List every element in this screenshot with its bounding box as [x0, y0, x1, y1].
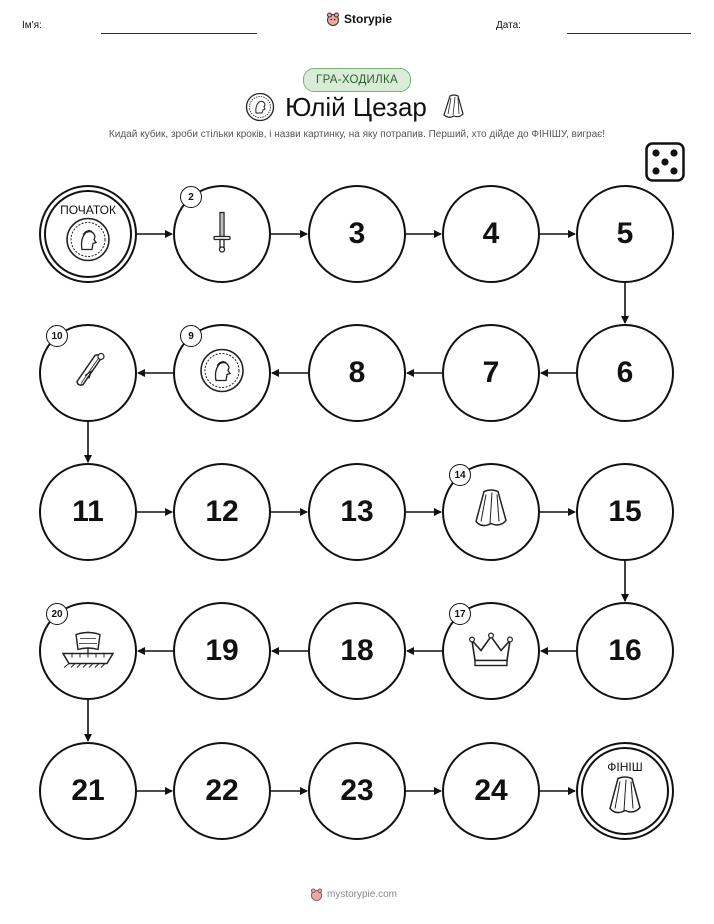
- board-cell: [576, 324, 674, 422]
- footer-logo-icon: [310, 888, 323, 901]
- date-label: Дата:: [496, 20, 521, 31]
- sword-icon: [210, 210, 234, 259]
- board-cell: [173, 324, 271, 422]
- cell-number: 5: [616, 217, 634, 250]
- coin-icon: [65, 216, 111, 267]
- cell-number: 18: [340, 634, 374, 667]
- cell-number: 4: [482, 217, 500, 250]
- cell-number: 22: [205, 774, 239, 807]
- game-type-badge: ГРА-ХОДИЛКА: [303, 68, 411, 92]
- toga-icon: [469, 487, 513, 538]
- board-cell: [308, 463, 406, 561]
- footer-site: mystorypie.com: [327, 889, 398, 900]
- cell-number: 11: [72, 495, 104, 528]
- cell-number: 7: [482, 356, 500, 389]
- cell-number: 13: [340, 495, 374, 528]
- cell-number: 16: [608, 634, 642, 667]
- board-cell: [442, 463, 540, 561]
- board-cell: [442, 602, 540, 700]
- board-cell: [308, 324, 406, 422]
- board-cell: [442, 324, 540, 422]
- cell-number-badge: 14: [449, 464, 471, 486]
- board-cell: [576, 463, 674, 561]
- cell-number: 24: [474, 774, 508, 807]
- board-cell: [308, 602, 406, 700]
- ship-icon: [60, 628, 116, 675]
- board-cell: [39, 324, 137, 422]
- cell-number: 23: [340, 774, 374, 807]
- board-cell: [173, 602, 271, 700]
- cell-number: 21: [71, 774, 105, 807]
- board-cell: [39, 742, 137, 840]
- cell-number: 6: [616, 356, 634, 389]
- board-cell: [442, 742, 540, 840]
- cell-number-badge: 17: [449, 603, 471, 625]
- cell-label: ФІНІШ: [607, 760, 643, 774]
- cell-number: 15: [608, 495, 642, 528]
- board-cell: [576, 185, 674, 283]
- cell-number: 8: [348, 356, 366, 389]
- name-label: Ім'я:: [22, 20, 42, 31]
- board-cell: [173, 742, 271, 840]
- finish-cell: [576, 742, 674, 840]
- cell-number: 3: [348, 217, 366, 250]
- scroll-icon: [65, 348, 111, 399]
- instructions-text: Кидай кубик, зроби стільки кроків, і назви картинку, на яку потрапив. Перший, хто дійде до ФІНІШУ, виграє!: [108, 129, 606, 140]
- board-cell: [173, 185, 271, 283]
- board-cell: [308, 185, 406, 283]
- board-cell: [308, 742, 406, 840]
- cell-number-badge: 20: [46, 603, 68, 625]
- crown-icon: [467, 629, 515, 674]
- board-cell: [39, 463, 137, 561]
- toga-icon: [603, 773, 647, 824]
- board-cell: [39, 602, 137, 700]
- cell-number-badge: 9: [180, 325, 202, 347]
- cell-number: 19: [205, 634, 239, 667]
- board-cell: [442, 185, 540, 283]
- cell-label: ПОЧАТОК: [60, 203, 116, 217]
- board-cell: [173, 463, 271, 561]
- cell-number-badge: 2: [180, 186, 202, 208]
- brand-name: Storypie: [344, 12, 393, 26]
- board-cell: [576, 602, 674, 700]
- coin-icon: [199, 348, 245, 399]
- start-cell: [39, 185, 137, 283]
- cell-number-badge: 10: [46, 325, 68, 347]
- page-title-text: Юлій Цезар: [285, 92, 427, 122]
- cell-number: 12: [205, 495, 239, 528]
- footer: [310, 888, 397, 901]
